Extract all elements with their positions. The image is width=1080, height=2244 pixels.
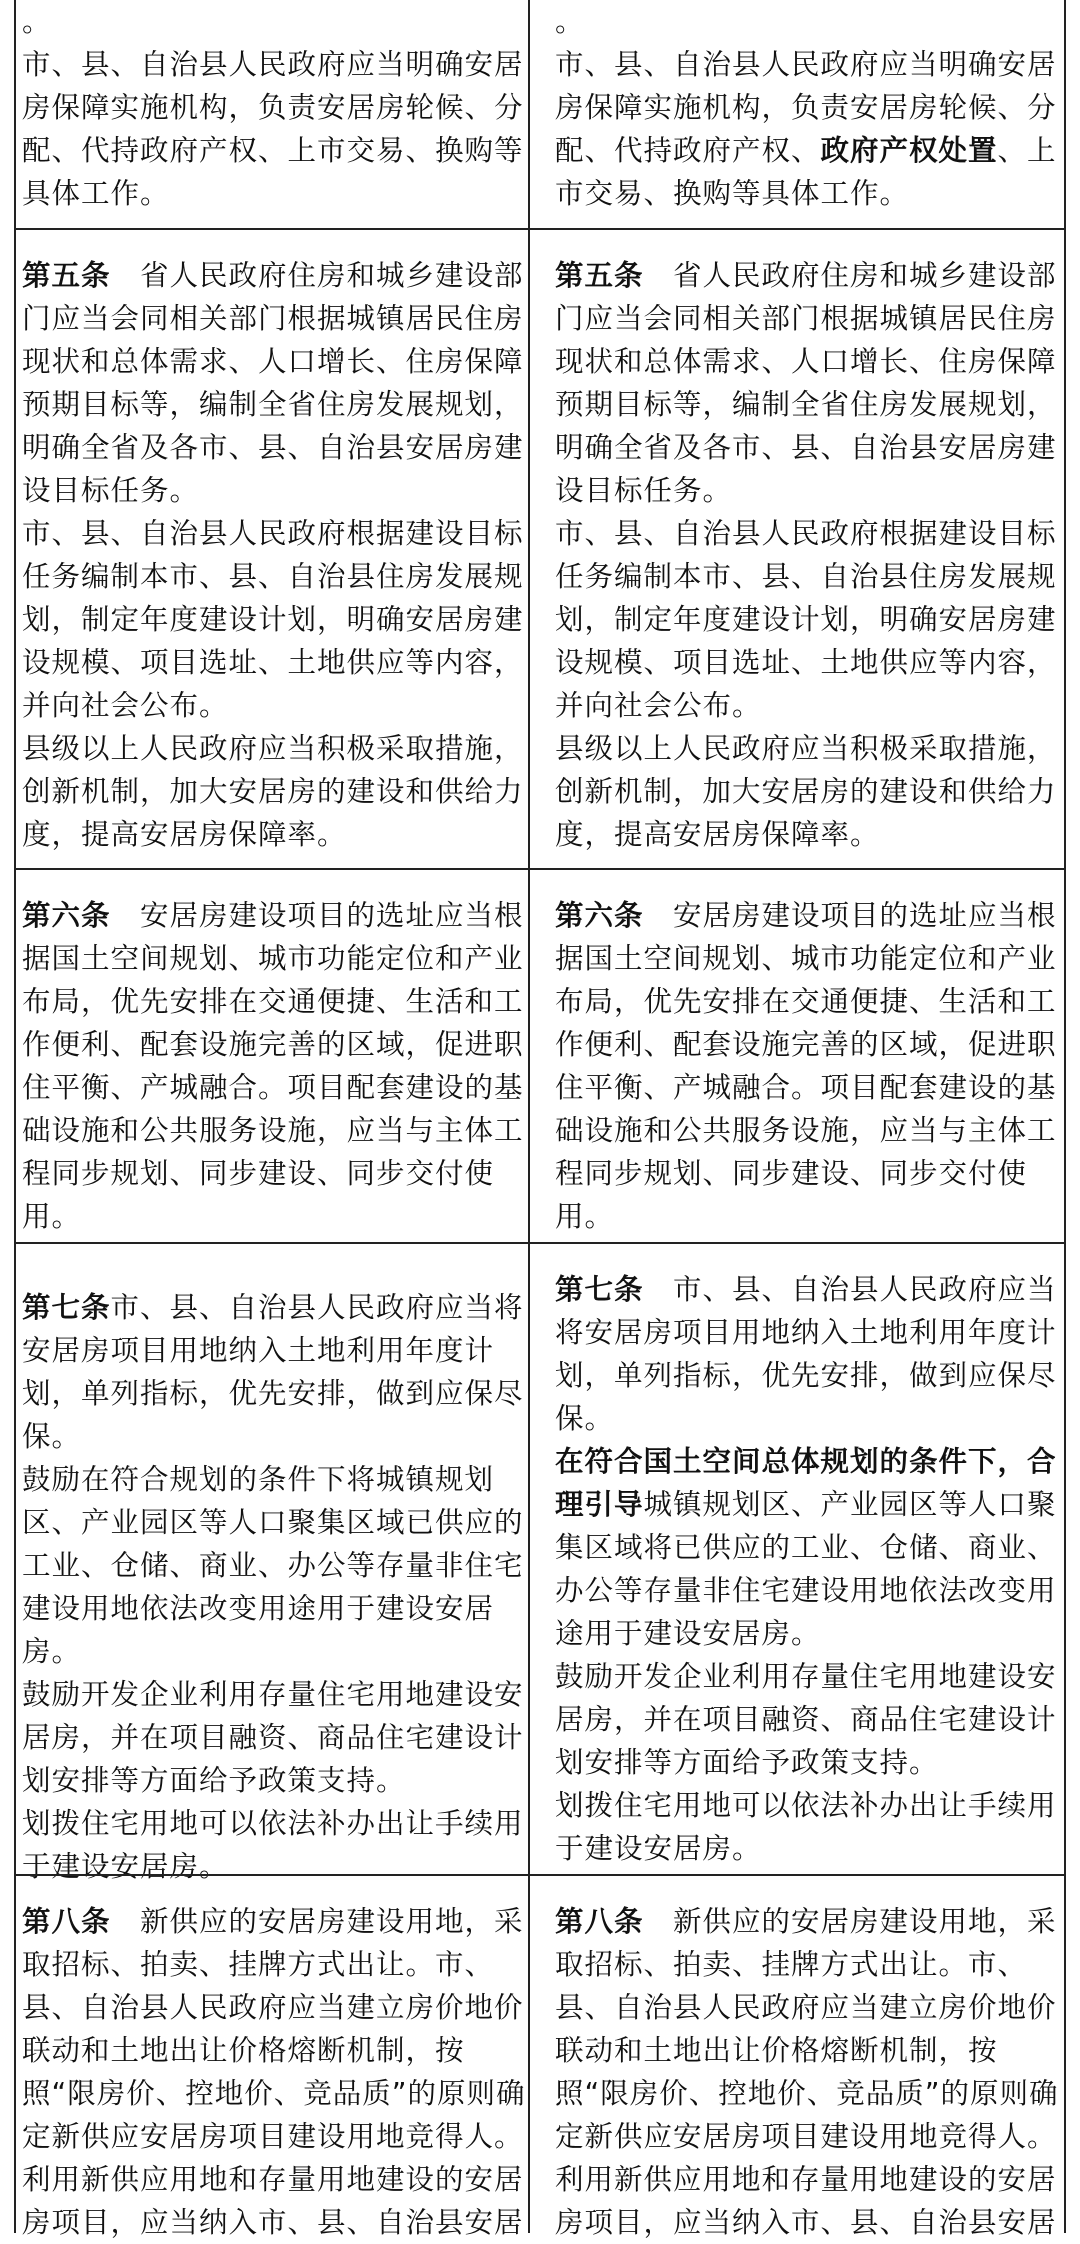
paragraph (22, 0, 532, 43)
paragraph (22, 43, 532, 215)
text-segment: 利用新供应用地和存量用地建设的安居房项目，应当纳入市、县、自治县安居 (555, 2163, 1057, 2239)
paragraph (555, 1268, 1065, 1440)
paragraph (555, 2158, 1065, 2244)
bold-text-segment: 第七条 (22, 1291, 111, 1324)
text-segment: 安居房建设项目的选址应当根据国土空间规划、城市功能定位和产业布局，优先安排在交通便捷、生活和工作便利、配套设施完善的区域，促进职住平衡、产城融合。项目配套建设的基础设施和公共服务设施，应当与主体工程同步规划、同步建设、同步交付使用。 (555, 899, 1057, 1233)
bold-text-segment: 第七条 (555, 1273, 644, 1306)
text-segment: 鼓励开发企业利用存量住宅用地建设安居房，并在项目融资、商品住宅建设计划安排等方面给予政策支持。 (555, 1660, 1057, 1779)
paragraph (555, 727, 1065, 856)
original-text-cell (22, 894, 532, 1238)
text-segment: 、上市交易、换购等具体工作。 (555, 134, 1057, 210)
paragraph (22, 254, 532, 512)
revised-text-cell (555, 1268, 1065, 1870)
text-segment: 鼓励在符合规划的条件下将城镇规划区、产业园区等人口聚集区域已供应的工业、仓储、商业、办公等存量非住宅建设用地依法改变用途用于建设安居房。 (22, 1463, 524, 1668)
table-row (14, 1874, 1066, 2239)
text-segment: 市、县、自治县人民政府应当明确安居房保障实施机构，负责安居房轮候、分配、代持政府产权、上市交易、换购等具体工作。 (22, 48, 524, 210)
bold-text-segment: 第五条 (555, 259, 644, 292)
bold-text-segment: 第六条 (22, 899, 111, 932)
original-text-cell (22, 1900, 532, 2244)
paragraph (555, 254, 1065, 512)
paragraph (555, 0, 1065, 43)
bold-text-segment: 在符合国土空间总体规划的条件下，合理引导 (555, 1445, 1057, 1521)
bold-text-segment: 第八条 (22, 1905, 111, 1938)
text-segment: 新供应的安居房建设用地，采取招标、拍卖、挂牌方式出让。市、县、自治县人民政府应当建立房价地价联动和土地出让价格熔断机制，按照“限房价、控地价、竞品质”的原则确定新供应安居房项目建设用地竞得人。 (555, 1905, 1059, 2153)
table-row (14, 0, 1066, 228)
text-segment: 县级以上人民政府应当积极采取措施，创新机制，加大安居房的建设和供给力度，提高安居房保障率。 (555, 732, 1057, 851)
paragraph (22, 1900, 532, 2158)
original-text-cell (22, 0, 532, 215)
paragraph (22, 2158, 532, 2244)
bold-text-segment: 第五条 (22, 259, 111, 292)
text-segment: 安居房建设项目的选址应当根据国土空间规划、城市功能定位和产业布局，优先安排在交通便捷、生活和工作便利、配套设施完善的区域，促进职住平衡、产城融合。项目配套建设的基础设施和公共服务设施，应当与主体工程同步规划、同步建设、同步交付使用。 (22, 899, 524, 1233)
text-segment: 市、县、自治县人民政府应当明确安居房保障实施机构，负责安居房轮候、分配、代持政府产权、 (555, 48, 1057, 167)
original-text-cell (22, 254, 532, 856)
revised-text-cell (555, 254, 1065, 856)
text-segment: 省人民政府住房和城乡建设部门应当会同相关部门根据城镇居民住房现状和总体需求、人口增长、住房保障预期目标等，编制全省住房发展规划，明确全省及各市、县、自治县安居房建设目标任务。 (555, 259, 1057, 507)
text-segment: 市、县、自治县人民政府根据建设目标任务编制本市、县、自治县住房发展规划，制定年度建设计划，明确安居房建设规模、项目选址、土地供应等内容，并向社会公布。 (555, 517, 1057, 722)
paragraph (555, 894, 1065, 1238)
revised-text-cell (555, 0, 1065, 215)
text-segment: 市、县、自治县人民政府应当将安居房项目用地纳入土地利用年度计划，单列指标，优先安排，做到应保尽保。 (555, 1273, 1057, 1435)
bold-text-segment: 政府产权处置 (820, 134, 998, 167)
paragraph (22, 1286, 532, 1458)
paragraph (22, 894, 532, 1238)
text-segment: 。 (22, 5, 52, 38)
paragraph (22, 512, 532, 727)
text-segment: 划拨住宅用地可以依法补办出让手续用于建设安居房。 (22, 1807, 524, 1883)
text-segment: 城镇规划区、产业园区等人口聚集区域将已供应的工业、仓储、商业、办公等存量非住宅建设用地依法改变用途用于建设安居房。 (555, 1488, 1057, 1650)
paragraph (555, 1900, 1065, 2158)
paragraph (22, 1673, 532, 1802)
paragraph (22, 727, 532, 856)
original-text-cell (22, 1286, 532, 1888)
text-segment: 利用新供应用地和存量用地建设的安居房项目，应当纳入市、县、自治县安居 (22, 2163, 524, 2239)
text-segment: 划拨住宅用地可以依法补办出让手续用于建设安居房。 (555, 1789, 1057, 1865)
table-row (14, 228, 1066, 870)
bold-text-segment: 第六条 (555, 899, 644, 932)
text-segment: 。 (555, 5, 585, 38)
text-segment: 省人民政府住房和城乡建设部门应当会同相关部门根据城镇居民住房现状和总体需求、人口增长、住房保障预期目标等，编制全省住房发展规划，明确全省及各市、县、自治县安居房建设目标任务。 (22, 259, 524, 507)
table-row (14, 868, 1066, 1244)
revised-text-cell (555, 894, 1065, 1238)
paragraph (555, 512, 1065, 727)
paragraph (22, 1458, 532, 1673)
text-segment: 市、县、自治县人民政府根据建设目标任务编制本市、县、自治县住房发展规划，制定年度建设计划，明确安居房建设规模、项目选址、土地供应等内容，并向社会公布。 (22, 517, 524, 722)
text-segment: 鼓励开发企业利用存量住宅用地建设安居房，并在项目融资、商品住宅建设计划安排等方面给予政策支持。 (22, 1678, 524, 1797)
revised-text-cell (555, 1900, 1065, 2244)
text-segment: 县级以上人民政府应当积极采取措施，创新机制，加大安居房的建设和供给力度，提高安居房保障率。 (22, 732, 524, 851)
bold-text-segment: 第八条 (555, 1905, 644, 1938)
paragraph (555, 1655, 1065, 1784)
text-segment: 新供应的安居房建设用地，采取招标、拍卖、挂牌方式出让。市、县、自治县人民政府应当建立房价地价联动和土地出让价格熔断机制，按照“限房价、控地价、竞品质”的原则确定新供应安居房项目建设用地竞得人。 (22, 1905, 526, 2153)
paragraph (555, 1440, 1065, 1655)
paragraph (555, 1784, 1065, 1870)
paragraph (555, 43, 1065, 215)
table-row (14, 1242, 1066, 1883)
text-segment: 市、县、自治县人民政府应当将安居房项目用地纳入土地利用年度计划，单列指标，优先安排，做到应保尽保。 (22, 1291, 524, 1453)
